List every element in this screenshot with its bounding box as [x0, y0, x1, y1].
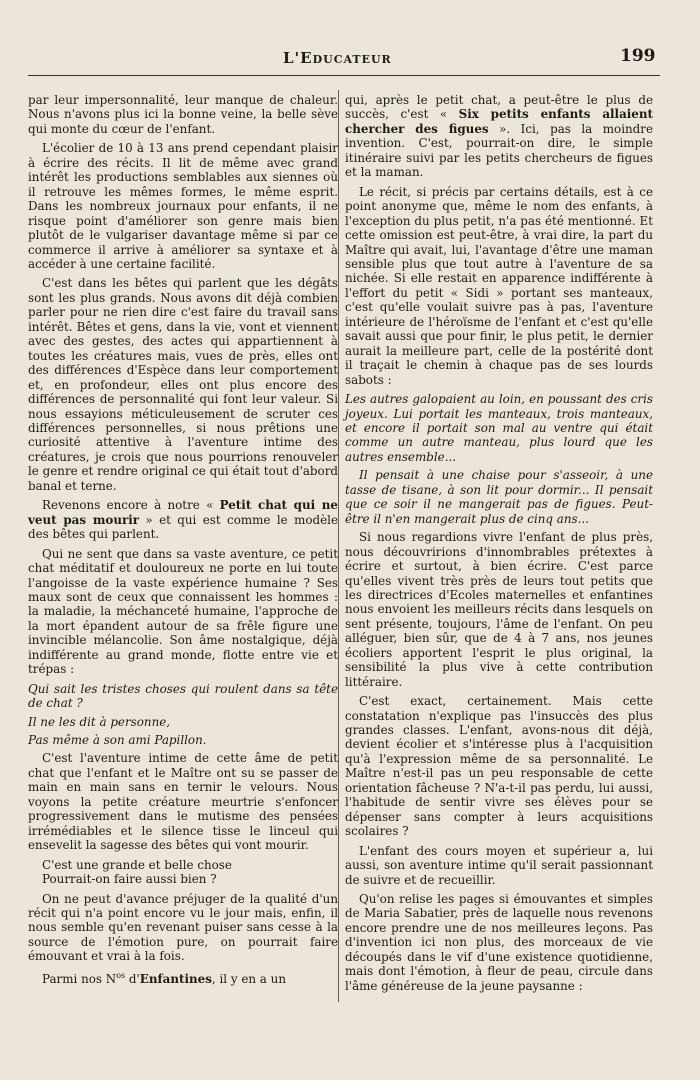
paragraph: Pourrait-on faire aussi bien ? — [42, 872, 217, 887]
left-column — [28, 93, 338, 991]
page-header — [0, 44, 700, 74]
right-column — [345, 93, 653, 998]
story-title: Petit chat qui ne veut pas mourir — [28, 498, 338, 527]
paragraph: Qui ne sent que dans sa vaste aventure, ce petit chat méditatif et douloureux ne porte en lui toute l'angoisse de la vaste expérience humaine ? Ses maux sont de ceux que connaissent les hommes : la maladie, la méchanceté humaine, l'approche de la mort épandent autour de sa frêle figure une invincible mélancolie. Son âme nostalgique, déjà indifférente au grand monde, flotte entre vie et trépas : — [28, 546, 338, 677]
paragraph: On ne peut d'avance préjuger de la qualité d'un récit qui n'a point encore vu le jour mais, enfin, il nous semble qu'en revenant puiser sans cesse à la source de l'émotion pure, on pourrait faire émouvant et vrai à la fois. — [28, 891, 338, 964]
paragraph: Qu'on relise les pages si émouvantes et simples de Maria Sabatier, près de laquelle nous revenons encore prendre une de nos meilleures leçons. Pas d'invention ici non plus, des morceaux de vie découpés dans le vif d'une existence quotidienne, mais dont l'émotion, à fleur de peau, circule dans l'âme généreuse de la jeune paysanne : — [345, 892, 653, 993]
text-run: , il y en a un — [211, 971, 286, 986]
paragraph: Le récit, si précis par certains détails, est à ce point anonyme que, même le nom des enfants, à l'exception du plus petit, n'a pas été mentionné. Et cette omission est peut-être, à vrai dire, la part du Maître qui avait, lui, l'avantage d'être une maman sensible plus que tout autre à l'aventure de sa nichée. Si elle restait en apparence indifférente à l'effort du petit « Sidi » portant ses manteaux, c'est qu'elle voulait suivre pas à pas, l'aventure intérieure de l'héroïsme de l'enfant et c'est qu'elle savait aussi que pour finir, le plus petit, le dernier aurait la meilleure part, celle de la postérité dont il traçait le chemin à chaque pas de ses lourds sabots : — [345, 184, 653, 387]
text-run: » et qui est comme le modèle des bêtes qui parlent. — [28, 512, 338, 542]
text-run: qui, après le petit chat, a peut-être le plus de succès, c'est « — [345, 93, 653, 122]
paragraph: C'est l'aventure intime de cette âme de petit chat que l'enfant et le Maître ont su se passer de main en main sans en ternir le velours. Nous voyons la petite créature meurtrie s'enfoncer progressivement dans le mutisme des pensées irrémédiables et le silence tisse le linceul qui ensevelit la sagesse des bêtes qui vont mourir. — [28, 751, 338, 853]
journal-title: Enfantines — [139, 971, 212, 986]
quote-line: Qui sait les tristes choses qui roulent dans sa tête de chat ? — [28, 681, 338, 711]
quote-paragraph: Les autres galopaient au loin, en poussant des cris joyeux. Lui portait les manteaux, trois manteaux, et encore il portait son mal au ventre qui était comme un autre manteau, plus lourd que les autres ensemble... — [345, 392, 653, 464]
quote-paragraph: Il pensait à une chaise pour s'asseoir, à une tasse de tisane, à son lit pour dormir... Il pensait que ce soir il ne mangerait pas de figues. Peut-être il n'en mangerait plus de cinq ans... — [345, 468, 653, 526]
page-number: 199 — [620, 46, 656, 66]
quote-line: Pas même à son ami Papillon. — [28, 733, 207, 748]
paragraph: C'est une grande et belle chose — [42, 857, 232, 872]
column-divider — [338, 90, 339, 1002]
paragraph — [28, 969, 338, 986]
text-run: ». Ici, pas la moindre invention. C'est, pourrait-on dire, le simple itinéraire suivi par les petits chercheurs de figues et la maman. — [345, 121, 653, 180]
paragraph: L'enfant des cours moyen et supérieur a, lui aussi, son aventure intime qu'il serait passionnant de suivre et de recueillir. — [345, 843, 653, 887]
quote-line: Il ne les dit à personne, — [28, 714, 171, 729]
running-title: L'Educateur — [283, 49, 392, 67]
header-rule — [28, 75, 660, 76]
story-title: Six petits enfants allaient chercher des figues — [345, 107, 653, 136]
text-run: d' — [125, 971, 140, 986]
text-run: Revenons encore à notre « — [42, 498, 220, 513]
paragraph: par leur impersonnalité, leur manque de chaleur. Nous n'avons plus ici la bonne veine, la belle sève qui monte du cœur de l'enfant. — [28, 93, 338, 136]
paragraph — [345, 93, 653, 180]
paragraph — [28, 498, 338, 541]
paragraph: L'écolier de 10 à 13 ans prend cependant plaisir à écrire des récits. Il lit de même avec grand intérêt les productions semblables aux siennes où il retrouve les mêmes formes, le même esprit. Dans les nombreux journaux pour enfants, il ne risque point d'améliorer son genre mais bien plutôt de le vulgariser davantage même si par ce commerce il arrive à améliorer sa syntaxe et à accéder à une certaine facilité. — [28, 141, 338, 271]
superscript: os — [116, 970, 126, 980]
paragraph: C'est dans les bêtes qui parlent que les dégâts sont les plus grands. Nous avons dit déjà combien parler pour ne rien dire c'est faire du travail sans intérêt. Bêtes et gens, dans la vie, vont et viennent avec des gestes, des actes qui appartiennent à toutes les créatures mais, vues de près, elles ont des différences d'Espèce dans leur comportement et, en profondeur, elles ont plus encore des différences de personnalité qui font leur valeur. Si nous essayions méticuleusement de scruter ces différences personnelles, si nous prêtions une curiosité attentive à l'aventure intime des créatures, je crois que nous pourrions renouveler le genre et rendre original ce qui était tout d'abord banal et terne. — [28, 276, 338, 493]
paragraph: C'est exact, certainement. Mais cette constatation n'explique pas l'insuccès des plus grandes classes. L'enfant, avons-nous dit déjà, devient écolier et s'intéresse plus à l'acquisition qu'à l'expression même de sa personnalité. Le Maître n'est-il pas un peu responsable de cette orientation fâcheuse ? N'a-t-il pas perdu, lui aussi, l'habitude de sentir vivre ses élèves pour se dépenser sans compter à leurs acquisitions scolaires ? — [345, 694, 653, 839]
text-run: Parmi nos N — [42, 971, 117, 986]
paragraph: Si nous regardions vivre l'enfant de plus près, nous découvririons d'innombrables prétextes à écrire et surtout, à bien écrire. C'est parce qu'elles vivent très près de leurs tout petits que les directrices d'Ecoles maternelles et enfantines nous envoient les meilleurs récits dans lesquels on sent présente, toujours, l'âme de l'enfant. On peu alléguer, bien sûr, que de 4 à 7 ans, nos jeunes écoliers apportent l'esprit le plus original, la sensibilité la plus vive à cette contribution littéraire. — [345, 530, 653, 689]
